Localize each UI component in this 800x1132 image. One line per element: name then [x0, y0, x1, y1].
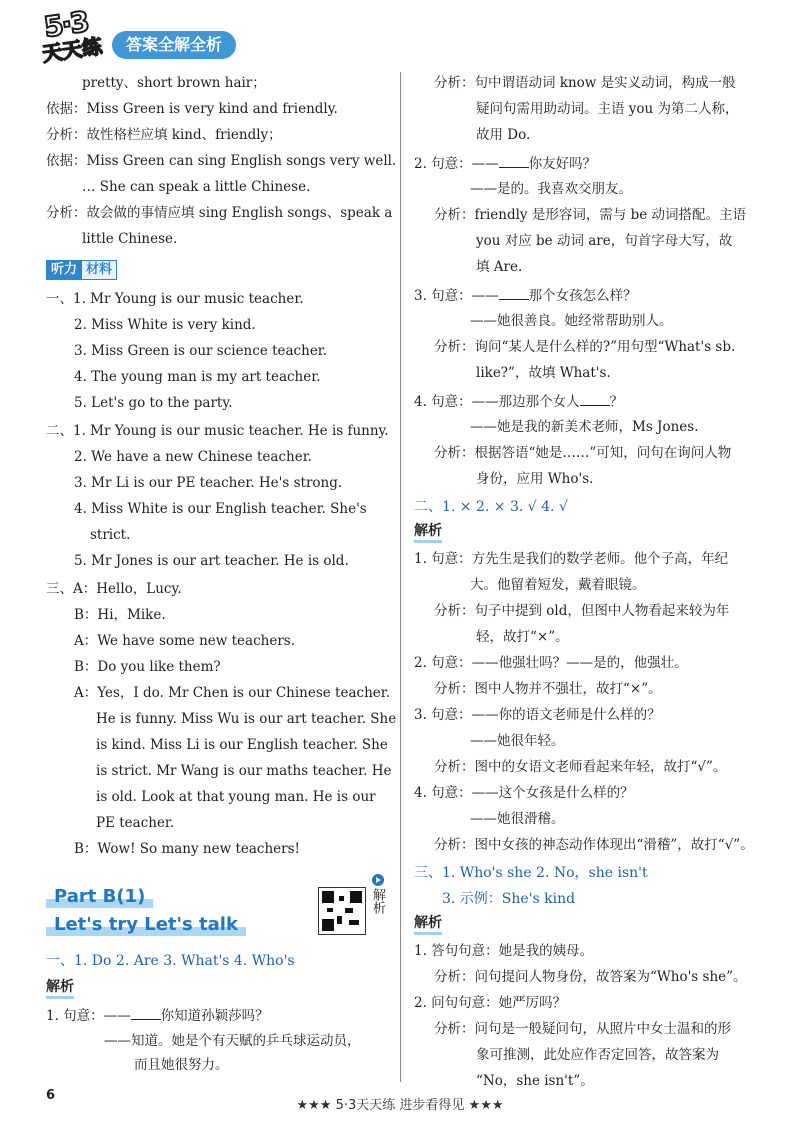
- text-line: B：Wow! So many new teachers!: [74, 841, 300, 857]
- text-line: 分析：句子中提到 old，但图中人物看起来较为年: [434, 603, 730, 619]
- text-line: ——她是我的新美术老师，Ms Jones.: [470, 419, 699, 435]
- text-line: 疑问句需用助动词。主语 you 为第二人称，: [476, 101, 739, 117]
- text-line: 分析：图中的女语文老师看起来年轻，故打“√”。: [434, 759, 727, 775]
- text-line: … She can speak a little Chinese.: [82, 179, 311, 195]
- part-title: Part B(1): [46, 885, 153, 908]
- text-line: 分析：问句提问人物身份，故答案为“Who's she”。: [434, 969, 747, 985]
- scan-label: 解析: [370, 888, 385, 914]
- text-line: 分析：询问“某人是什么样的?”用句型“What's sb.: [434, 339, 736, 355]
- part-subtitle: Let's try Let's talk: [46, 913, 246, 936]
- text-line: 分析：问句是一般疑问句，从照片中女士温和的形: [434, 1021, 731, 1037]
- answer-blank: [131, 1006, 161, 1020]
- text-line: 1. 答句句意：她是我的姨母。: [414, 943, 594, 959]
- text-line: [414, 286, 637, 305]
- text-line: 2. We have a new Chinese teacher.: [74, 449, 312, 465]
- q-prefix: 2. 句意：——: [414, 156, 499, 172]
- text-line: 分析：根据答语“她是……”可知，问句在询问人物: [434, 445, 732, 461]
- answer-blank: [499, 286, 529, 300]
- text-line: He is funny. Miss Wu is our art teacher. She: [96, 711, 397, 727]
- text-line: 分析：句中谓语动词 know 是实义动词，构成一般: [434, 75, 736, 91]
- answer-line: 三、1. Who's she 2. No，she isn't: [414, 865, 648, 881]
- text-line: ——她很善良。她经常帮助别人。: [470, 313, 673, 329]
- brand-logo: 5·3 天天练: [40, 5, 104, 67]
- text-line: A：We have some new teachers.: [74, 633, 296, 649]
- q-text: 那个女孩怎么样？: [528, 288, 637, 304]
- text-line: pretty、short brown hair；: [82, 75, 266, 91]
- text-line: 身份，应用 Who's.: [476, 471, 594, 487]
- text-line: 2. Miss White is very kind.: [74, 317, 256, 333]
- q-prefix: 4. 句意：——那边那个女人: [414, 394, 580, 410]
- q-text: 你友好吗？: [528, 156, 597, 172]
- text-line: 分析：故会做的事情应填 sing English songs、speak a: [46, 205, 393, 221]
- text-line: 分析：图中女孩的神态动作体现出“滑稽”，故打“√”。: [434, 837, 754, 853]
- jiexi-label: 解析: [414, 522, 442, 543]
- text-line: 填 Are.: [476, 259, 523, 275]
- text-line: 分析：故性格栏应填 kind、friendly；: [46, 127, 282, 143]
- footer-slogan: ★★★ 5·3天天练 进步看得见 ★★★: [296, 1098, 504, 1113]
- q-prefix: 1. 句意：——: [46, 1008, 131, 1024]
- q-prefix: 3. 句意：——: [414, 288, 499, 304]
- text-line: B：Hi，Mike.: [74, 607, 166, 623]
- text-line: 分析：图中人物并不强壮，故打“×”。: [434, 681, 662, 697]
- text-line: 5. Let's go to the party.: [74, 395, 233, 411]
- text-line: 二、1. Mr Young is our music teacher. He is funny.: [46, 423, 389, 439]
- text-line: 3. Miss Green is our science teacher.: [74, 343, 328, 359]
- text-line: ——她很滑稽。: [470, 811, 565, 827]
- section-tag: [46, 260, 117, 280]
- column-divider: [400, 72, 401, 1082]
- page-header: [0, 0, 800, 70]
- tag-listening: 听力: [46, 260, 82, 280]
- text-line: 轻，故打“×”。: [476, 629, 569, 645]
- text-line: 分析：friendly 是形容词，需与 be 动词搭配。主语: [434, 207, 747, 223]
- text-line: 故用 Do.: [476, 127, 531, 143]
- answer-blank: [499, 154, 529, 168]
- text-line: ——知道。她是个有天赋的乒乓球运动员，: [104, 1033, 361, 1049]
- text-line: PE teacher.: [96, 815, 175, 831]
- text-line: 依据：Miss Green can sing English songs very well.: [46, 153, 397, 169]
- text-line: “No，she isn't”。: [476, 1073, 594, 1089]
- q-text: ？: [609, 394, 624, 410]
- answer-line: 二、1. × 2. × 3. √ 4. √: [414, 499, 568, 515]
- jiexi-heading: [46, 978, 74, 999]
- text-line: ——是的。我喜欢交朋友。: [470, 181, 632, 197]
- text-line: 大。他留着短发，戴着眼镜。: [470, 577, 646, 593]
- jiexi-heading: [414, 914, 442, 935]
- text-line: 4. The young man is my art teacher.: [74, 369, 321, 385]
- text-line: ——她很年轻。: [470, 733, 565, 749]
- text-line: 三、A：Hello，Lucy.: [46, 581, 182, 597]
- text-line: [414, 392, 623, 411]
- text-line: is strict. Mr Wang is our maths teacher. He: [96, 763, 392, 779]
- text-line: 象可推测，此处应作否定回答，故答案为: [476, 1047, 719, 1063]
- text-line: 2. 句意：——他强壮吗？——是的，他强壮。: [414, 655, 688, 671]
- q-text: 你知道孙颖莎吗？: [160, 1008, 269, 1024]
- answer-line: 一、1. Do 2. Are 3. What's 4. Who's: [46, 953, 295, 969]
- text-line: strict.: [90, 527, 131, 543]
- jiexi-label: 解析: [414, 914, 442, 935]
- text-line: 而且她很努力。: [134, 1057, 229, 1073]
- answer-line: 3. 示例：She's kind: [442, 891, 576, 907]
- text-line: is kind. Miss Li is our English teacher. She: [96, 737, 388, 753]
- text-line: A：Yes，I do. Mr Chen is our Chinese teacher.: [74, 685, 391, 701]
- jiexi-heading: [414, 522, 442, 543]
- header-title: 答案全解全析: [112, 31, 236, 59]
- text-line: 5. Mr Jones is our art teacher. He is old.: [74, 553, 349, 569]
- play-icon[interactable]: [372, 874, 384, 886]
- text-line: is old. Look at that young man. He is our: [96, 789, 376, 805]
- jiexi-label: 解析: [46, 978, 74, 999]
- text-line: 依据：Miss Green is very kind and friendly.: [46, 101, 338, 117]
- text-line: little Chinese.: [82, 231, 178, 247]
- text-line: like?”，故填 What's.: [476, 365, 611, 381]
- text-line: 3. 句意：——你的语文老师是什么样的？: [414, 707, 661, 723]
- text-line: [46, 1006, 269, 1025]
- qr-code-icon[interactable]: [318, 887, 366, 935]
- answer-blank: [580, 392, 610, 406]
- text-line: 4. Miss White is our English teacher. She's: [74, 501, 367, 517]
- text-line: [414, 154, 596, 173]
- text-line: 一、1. Mr Young is our music teacher.: [46, 291, 304, 307]
- text-line: you 对应 be 动词 are，句首字母大写，故: [476, 233, 733, 249]
- tag-material: 材料: [82, 260, 117, 280]
- text-line: 4. 句意：——这个女孩是什么样的？: [414, 785, 634, 801]
- page-number: 6: [46, 1088, 56, 1103]
- text-line: 2. 问句句意：她严厉吗？: [414, 995, 567, 1011]
- text-line: 3. Mr Li is our PE teacher. He's strong.: [74, 475, 343, 491]
- text-line: B：Do you like them?: [74, 659, 221, 675]
- text-line: 1. 句意：方先生是我们的数学老师。他个子高，年纪: [414, 551, 729, 567]
